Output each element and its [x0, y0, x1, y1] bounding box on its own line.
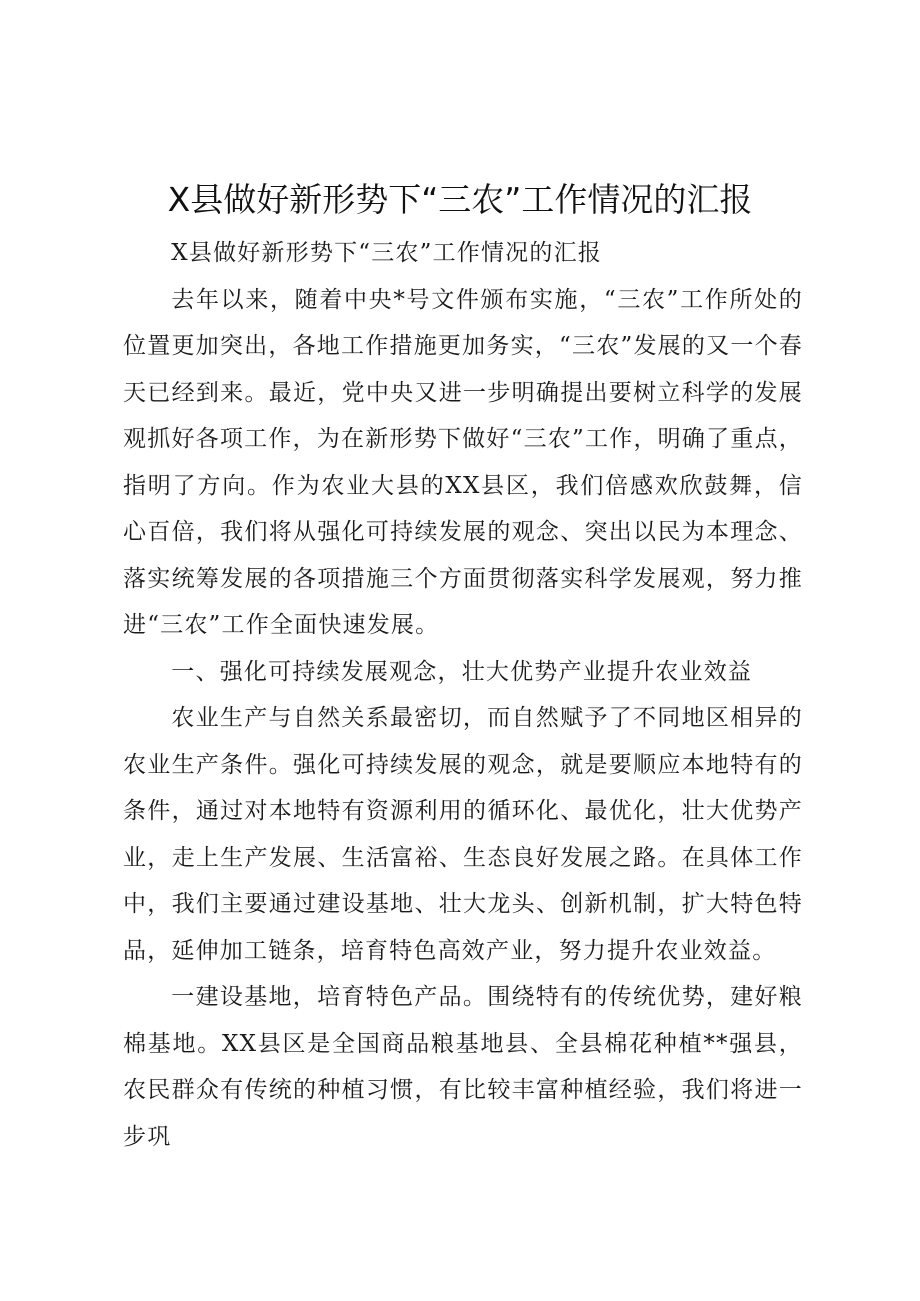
- paragraph-intro: 去年以来，随着中央*号文件颁布实施，“三农”工作所处的位置更加突出，各地工作措施更加务实，“三农”发展的又一个春天已经到来。最近，党中央又进一步明确提出要树立科学的发展观抓好各项工作，为在新形势下做好“三农”工作，明确了重点，指明了方向。作为农业大县的XX县区，我们倍感欢欣鼓舞，信心百倍，我们将从强化可持续发展的观念、突出以民为本理念、落实统筹发展的各项措施三个方面贯彻落实科学发展观，努力推进“三农”工作全面快速发展。: [123, 286, 803, 638]
- paragraph-section-1: 农业生产与自然关系最密切，而自然赋予了不同地区相异的农业生产条件。强化可持续发展的观念，就是要顺应本地特有的条件，通过对本地特有资源利用的循环化、最优化，壮大优势产业，走上生产发展、生活富裕、生态良好发展之路。在具体工作中，我们主要通过建设基地、壮大龙头、创新机制，扩大特色特品，延伸加工链条，培育特色高效产业，努力提升农业效益。: [123, 705, 803, 964]
- document-title: X县做好新形势下“三农”工作情况的汇报: [167, 180, 753, 219]
- paragraph-base-building: 一建设基地，培育特色产品。围绕特有的传统优势，建好粮棉基地。XX县区是全国商品粮基地县、全县棉花种植**强县，农民群众有传统的种植习惯，有比较丰富种植经验，我们将进一步巩: [123, 984, 803, 1150]
- section-heading-1: 一、强化可持续发展观念，壮大优势产业提升农业效益: [171, 658, 753, 685]
- paragraph-subtitle: X县做好新形势下“三农”工作情况的汇报: [171, 240, 602, 266]
- document-body: [123, 230, 803, 1160]
